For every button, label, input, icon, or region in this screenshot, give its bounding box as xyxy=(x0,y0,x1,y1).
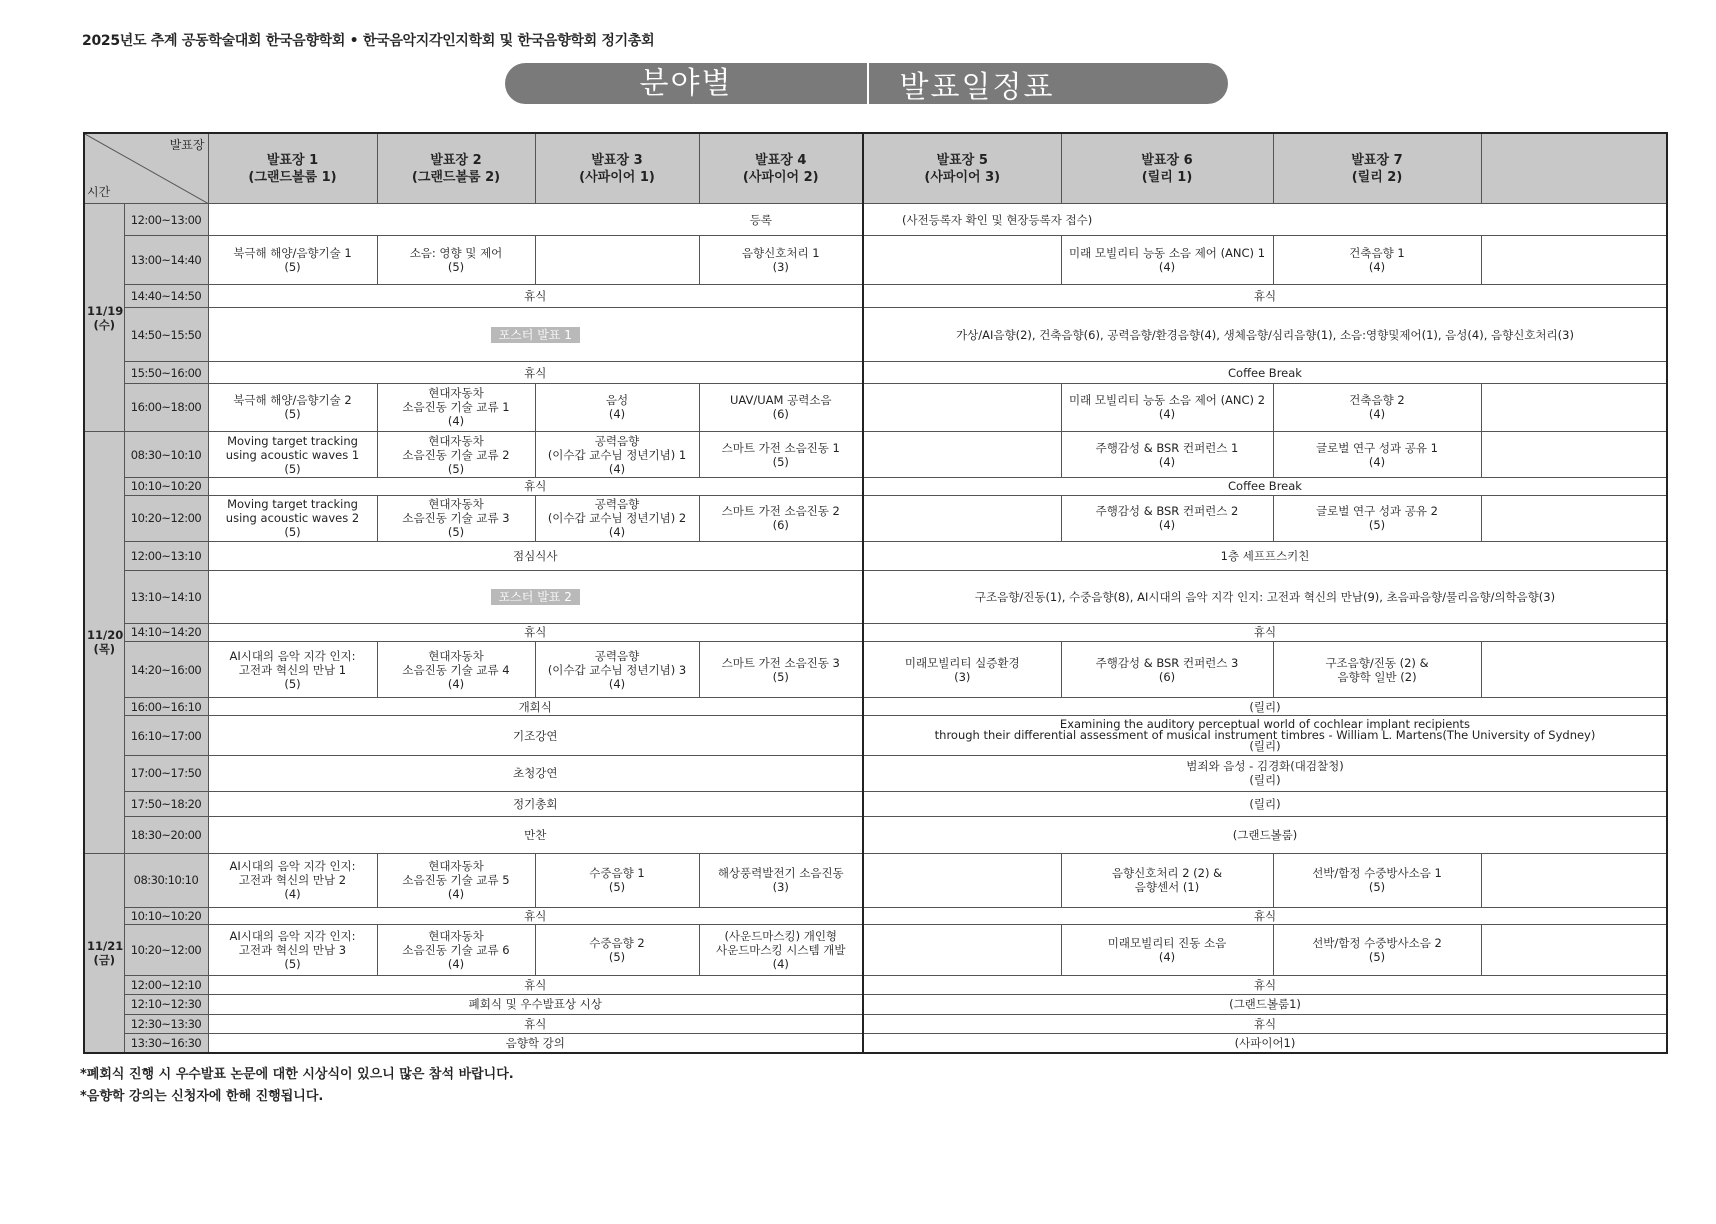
session-cell: AI시대의 음악 지각 인지: 고전과 혁신의 만남 3 (5) xyxy=(208,925,377,975)
session-cell xyxy=(863,236,1061,284)
session-cell: 음성 (4) xyxy=(535,383,699,431)
session-left-span: 음향학 강의 xyxy=(208,1034,863,1053)
footnote-1: *폐회식 진행 시 우수발표 논문에 대한 시상식이 있으니 많은 참석 바랍니다. xyxy=(80,1067,514,1082)
session-cell: Moving target tracking using acoustic waves 1 (5) xyxy=(208,432,377,478)
session-cell xyxy=(1481,925,1667,975)
session-cell: 미래 모빌리티 능동 소음 제어 (ANC) 2 (4) xyxy=(1061,383,1273,431)
time-cell: 10:10~10:20 xyxy=(124,478,208,495)
session-cell xyxy=(1481,641,1667,697)
session-cell xyxy=(535,236,699,284)
session-cell xyxy=(863,495,1061,541)
session-cell: AI시대의 음악 지각 인지: 고전과 혁신의 만남 2 (4) xyxy=(208,853,377,907)
session-left-span: 휴식 xyxy=(208,478,863,495)
session-left-span: 휴식 xyxy=(208,284,863,307)
table-row xyxy=(84,383,1667,431)
session-cell: 현대자동차 소음진동 기술 교류 2 (5) xyxy=(377,432,535,478)
room-header-7: 발표장 7 (릴리 2) xyxy=(1273,133,1481,204)
session-cell: 현대자동차 소음진동 기술 교류 1 (4) xyxy=(377,383,535,431)
table-row xyxy=(84,478,1667,495)
session-right-span: (그랜드볼룸) xyxy=(863,817,1667,853)
session-cell: 주행감성 & BSR 컨퍼런스 1 (4) xyxy=(1061,432,1273,478)
table-row xyxy=(84,1034,1667,1053)
session-cell: 소음: 영향 및 제어 (5) xyxy=(377,236,535,284)
session-left-span: 초청강연 xyxy=(208,755,863,791)
session-cell: 북극해 해양/음향기술 1 (5) xyxy=(208,236,377,284)
session-right-span: Coffee Break xyxy=(863,362,1667,383)
time-cell: 14:40~14:50 xyxy=(124,284,208,307)
session-cell xyxy=(863,383,1061,431)
session-cell xyxy=(863,925,1061,975)
session-cell: 글로벌 연구 성과 공유 2 (5) xyxy=(1273,495,1481,541)
poster-topics: 가상/AI음향(2), 건축음향(6), 공력음향/환경음향(4), 생체음향/심리음향(1), 소음:영향및제어(1), 음성(4), 음향신호처리(3) xyxy=(863,307,1667,361)
table-row xyxy=(84,495,1667,541)
session-right-span: 휴식 xyxy=(863,975,1667,994)
time-cell: 17:00~17:50 xyxy=(124,755,208,791)
session-cell: 주행감성 & BSR 컨퍼런스 2 (4) xyxy=(1061,495,1273,541)
corner-time-label: 시간 xyxy=(87,185,111,200)
session-cell: 공력음향 (이수갑 교수님 정년기념) 1 (4) xyxy=(535,432,699,478)
session-left-span: 휴식 xyxy=(208,908,863,925)
session-right-span: 휴식 xyxy=(863,1014,1667,1033)
table-row xyxy=(84,792,1667,817)
time-cell: 14:50~15:50 xyxy=(124,307,208,361)
session-cell: Moving target tracking using acoustic waves 2 (5) xyxy=(208,495,377,541)
header-row xyxy=(84,133,1667,204)
session-cell: 현대자동차 소음진동 기술 교류 6 (4) xyxy=(377,925,535,975)
room-header-1: 발표장 1 (그랜드볼룸 1) xyxy=(208,133,377,204)
table-row xyxy=(84,362,1667,383)
table-row xyxy=(84,853,1667,907)
poster-topics: 구조음향/진동(1), 수중음향(8), AI시대의 음악 지각 인지: 고전과 혁신의 만남(9), 초음파음향/물리음향/의학음향(3) xyxy=(863,571,1667,623)
session-left-span: 휴식 xyxy=(208,1014,863,1033)
session-right-span: 휴식 xyxy=(863,623,1667,641)
session-cell: 음향신호처리 1 (3) xyxy=(699,236,863,284)
corner-room-label: 발표장 xyxy=(169,138,205,152)
time-cell: 12:00~13:00 xyxy=(124,204,208,236)
table-row xyxy=(84,975,1667,994)
session-left-span: 폐회식 및 우수발표상 시상 xyxy=(208,994,863,1014)
session-right-span: (그랜드볼룸1) xyxy=(863,994,1667,1014)
footnote-2: *음향학 강의는 신청자에 한해 진행됩니다. xyxy=(80,1089,324,1104)
room-header-5: 발표장 5 (사파이어 3) xyxy=(863,133,1061,204)
time-cell: 10:20~12:00 xyxy=(124,925,208,975)
session-right-span: Coffee Break xyxy=(863,478,1667,495)
time-cell: 13:00~14:40 xyxy=(124,236,208,284)
time-cell: 10:20~12:00 xyxy=(124,495,208,541)
poster-badge: 포스터 발표 2 xyxy=(491,589,580,605)
room-header-6: 발표장 6 (릴리 1) xyxy=(1061,133,1273,204)
session-left-span: 휴식 xyxy=(208,975,863,994)
keynote-detail: Examining the auditory perceptual world of cochlear implant recipients through their differential assessment of musical instrument timbres - William L. Martens(The University of Sydney) (릴리) xyxy=(863,716,1667,755)
session-cell: 구조음향/진동 (2) & 음향학 일반 (2) xyxy=(1273,641,1481,697)
session-cell: 미래모빌리티 실증환경 (3) xyxy=(863,641,1061,697)
session-cell: 현대자동차 소음진동 기술 교류 5 (4) xyxy=(377,853,535,907)
session-cell xyxy=(1481,495,1667,541)
session-cell: 미래 모빌리티 능동 소음 제어 (ANC) 1 (4) xyxy=(1061,236,1273,284)
session-cell: (사운드마스킹) 개인형 사운드마스킹 시스템 개발 (4) xyxy=(699,925,863,975)
title-banner xyxy=(505,63,1228,104)
table-row xyxy=(84,1014,1667,1033)
session-cell xyxy=(1481,383,1667,431)
time-cell: 14:20~16:00 xyxy=(124,641,208,697)
session-cell: 북극해 해양/음향기술 2 (5) xyxy=(208,383,377,431)
time-cell: 08:30~10:10 xyxy=(124,432,208,478)
time-cell: 16:00~18:00 xyxy=(124,383,208,431)
time-cell: 17:50~18:20 xyxy=(124,792,208,817)
session-right-span: (사파이어1) xyxy=(863,1034,1667,1053)
session-left-span: 휴식 xyxy=(208,623,863,641)
corner-cell xyxy=(84,133,208,204)
table-row xyxy=(84,698,1667,716)
session-cell: 글로벌 연구 성과 공유 1 (4) xyxy=(1273,432,1481,478)
room-header-2: 발표장 2 (그랜드볼룸 2) xyxy=(377,133,535,204)
table-row xyxy=(84,925,1667,975)
day-label-1120: 11/20 (목) xyxy=(84,432,124,854)
session-cell: 스마트 가전 소음진동 3 (5) xyxy=(699,641,863,697)
session-right-span: 휴식 xyxy=(863,284,1667,307)
session-cell: 현대자동차 소음진동 기술 교류 4 (4) xyxy=(377,641,535,697)
room-header-4: 발표장 4 (사파이어 2) xyxy=(699,133,863,204)
room-header-3: 발표장 3 (사파이어 1) xyxy=(535,133,699,204)
time-cell: 12:00~13:10 xyxy=(124,541,208,570)
poster-session-cell xyxy=(208,571,863,623)
session-cell: 스마트 가전 소음진동 2 (6) xyxy=(699,495,863,541)
session-cell: 미래모빌리티 진동 소음 (4) xyxy=(1061,925,1273,975)
page-header: 2025년도 추계 공동학술대회 한국음향학회 • 한국음악지각인지학회 및 한국음향학회 정기총회 xyxy=(82,33,655,49)
time-cell: 15:50~16:00 xyxy=(124,362,208,383)
session-cell xyxy=(1481,236,1667,284)
session-cell: 수중음향 2 (5) xyxy=(535,925,699,975)
table-row xyxy=(84,908,1667,925)
session-cell: 해상풍력발전기 소음진동 (3) xyxy=(699,853,863,907)
table-row xyxy=(84,623,1667,641)
session-cell: 건축음향 1 (4) xyxy=(1273,236,1481,284)
session-left-span: 개회식 xyxy=(208,698,863,716)
banner-left: 분야별 xyxy=(505,63,869,104)
session-cell xyxy=(1481,432,1667,478)
session-right-span: 휴식 xyxy=(863,908,1667,925)
poster-session-cell xyxy=(208,307,863,361)
table-row xyxy=(84,817,1667,853)
session-left-span: 휴식 xyxy=(208,362,863,383)
session-right-span: 범죄와 음성 - 김경화(대검찰청) (릴리) xyxy=(863,755,1667,791)
time-cell: 10:10~10:20 xyxy=(124,908,208,925)
time-cell: 13:30~16:30 xyxy=(124,1034,208,1053)
session-right-span: (릴리) xyxy=(863,698,1667,716)
session-right-span: (릴리) xyxy=(863,792,1667,817)
session-cell: 스마트 가전 소음진동 1 (5) xyxy=(699,432,863,478)
session-right-span: (사전등록자 확인 및 현장등록자 접수) xyxy=(863,204,1667,236)
day-label-1121: 11/21 (금) xyxy=(84,853,124,1053)
time-cell: 12:00~12:10 xyxy=(124,975,208,994)
table-row xyxy=(84,236,1667,284)
table-row xyxy=(84,755,1667,791)
time-cell: 18:30~20:00 xyxy=(124,817,208,853)
table-row xyxy=(84,541,1667,570)
session-cell xyxy=(863,432,1061,478)
session-cell xyxy=(1481,853,1667,907)
session-cell: 선박/함정 수중방사소음 2 (5) xyxy=(1273,925,1481,975)
session-left-span: 기조강연 xyxy=(208,716,863,755)
time-cell: 14:10~14:20 xyxy=(124,623,208,641)
time-cell: 08:30:10:10 xyxy=(124,853,208,907)
time-cell: 16:10~17:00 xyxy=(124,716,208,755)
session-cell: UAV/UAM 공력소음 (6) xyxy=(699,383,863,431)
session-left-span: 등록 xyxy=(208,204,863,236)
table-row xyxy=(84,204,1667,236)
session-cell: 음향신호처리 2 (2) & 음향센서 (1) xyxy=(1061,853,1273,907)
session-cell: 선박/함정 수중방사소음 1 (5) xyxy=(1273,853,1481,907)
session-cell: 건축음향 2 (4) xyxy=(1273,383,1481,431)
session-cell: 현대자동차 소음진동 기술 교류 3 (5) xyxy=(377,495,535,541)
table-row xyxy=(84,641,1667,697)
time-cell: 13:10~14:10 xyxy=(124,571,208,623)
session-cell: 공력음향 (이수갑 교수님 정년기념) 3 (4) xyxy=(535,641,699,697)
room-header-empty xyxy=(1481,133,1667,204)
session-left-span: 점심식사 xyxy=(208,541,863,570)
table-row xyxy=(84,994,1667,1014)
session-cell: 주행감성 & BSR 컨퍼런스 3 (6) xyxy=(1061,641,1273,697)
time-cell: 12:30~13:30 xyxy=(124,1014,208,1033)
banner-right: 발표일정표 xyxy=(899,69,1055,105)
table-row xyxy=(84,432,1667,478)
schedule-table xyxy=(83,132,1668,1054)
poster-badge: 포스터 발표 1 xyxy=(491,327,580,343)
table-row xyxy=(84,307,1667,361)
day-label-1119: 11/19 (수) xyxy=(84,204,124,432)
session-cell: 공력음향 (이수갑 교수님 정년기념) 2 (4) xyxy=(535,495,699,541)
table-row xyxy=(84,716,1667,755)
session-cell: 수중음향 1 (5) xyxy=(535,853,699,907)
session-left-span: 정기총회 xyxy=(208,792,863,817)
session-right-span: 1층 세프프스키친 xyxy=(863,541,1667,570)
session-cell xyxy=(863,853,1061,907)
time-cell: 16:00~16:10 xyxy=(124,698,208,716)
time-cell: 12:10~12:30 xyxy=(124,994,208,1014)
session-left-span: 만찬 xyxy=(208,817,863,853)
table-row xyxy=(84,284,1667,307)
session-cell: AI시대의 음악 지각 인지: 고전과 혁신의 만남 1 (5) xyxy=(208,641,377,697)
table-row xyxy=(84,571,1667,623)
